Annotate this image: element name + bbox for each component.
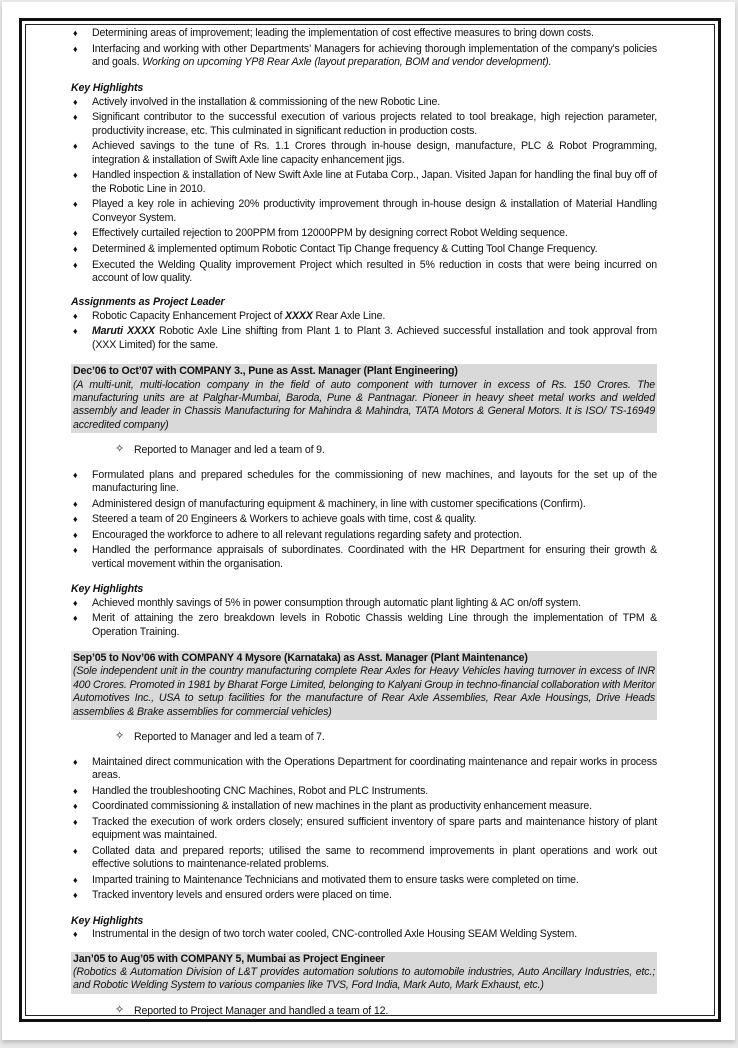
job-header-company5 <box>71 952 657 994</box>
assignments-heading: Assignments as Project Leader <box>71 296 225 309</box>
list-item <box>71 785 657 798</box>
list-item: ♦ Interfacing and working with other Departments’ Managers for achieving thorough implementation of the company's policies and goals. Working on upcoming YP8 Rear Axle (layout preparation, BOM and vendor development). <box>73 42 657 68</box>
company-description: (Robotics & Automation Division of L&T provides automation solutions to automobile industries, Auto Ancillary Industries, etc.; and Robotic Welding System to various companies like TVS, Ford India, Mark Auto, Mark Exhaust, etc.) <box>73 965 655 992</box>
diamond-bullet-icon: ✧ <box>115 730 125 743</box>
bullet-icon: ♦ <box>73 28 78 38</box>
list-item <box>71 889 657 902</box>
list-item-text: Encouraged the workforce to adhere to all relevant regulations regarding safety and protection. <box>92 528 522 541</box>
list-item-text: Coordinated commissioning & installation of new machines in the plant as productivity enhancement measure. <box>92 800 592 813</box>
company-description: (A multi-unit, multi-location company in the field of auto component with turnover in excess of Rs. 150 Crores. The manufacturing units are at Palghar-Mumbai, Baroda, Pune & Pantnagar. Pioneer in heavy sheet metal works and welded assembly and leader in Chassis Manufacturing for Mahindra & Mahindra, TATA Motors & General Motors. It is ISO/ TS-16949 accredited company) <box>73 378 655 431</box>
list-item <box>71 198 657 225</box>
list-item-text: Tracked inventory levels and ensured orders were placed on time. <box>92 889 392 902</box>
list-item <box>71 816 657 843</box>
bullet-icon: ♦ <box>73 199 78 210</box>
bullet-icon: ♦ <box>73 874 78 885</box>
list-item-text: Determined & implemented optimum Robotic Contact Tip Change frequency & Cutting Tool Change Frequency. <box>92 243 598 255</box>
list-item-text: Handled inspection & installation of New Swift Axle line at Futaba Corp., Japan. Visited Japan for handling the final buy off of the Robotic Line in 2010. <box>92 169 657 195</box>
bullet-icon: ♦ <box>73 890 78 901</box>
reporting-line: ✧ Reported to Manager and led a team of 7. <box>115 730 325 744</box>
bullet-icon: ♦ <box>73 112 78 123</box>
key-highlights-heading: Key Highlights <box>71 914 144 927</box>
list-item <box>71 612 657 639</box>
list-item-text: Played a key role in achieving 20% productivity improvement through in-house design & installation of Material Handling Conveyor System. <box>92 198 657 224</box>
list-item <box>71 243 657 256</box>
key-highlights-list <box>71 96 657 286</box>
list-item <box>71 227 657 240</box>
company3-responsibilities <box>71 469 657 572</box>
list-item-text: Achieved savings to the tune of Rs. 1.1 Crores through in-house design, manufacture, PLC & Robot Programming, integration & installation of Swift Axle line capacity enhancement jigs. <box>92 140 657 166</box>
list-item <box>71 498 657 511</box>
list-item-text: Executed the Welding Quality improvement Project which resulted in 5% reduction in costs that were being incurred on account of low quality. <box>92 258 657 284</box>
list-item: ♦ Determining areas of improvement; leading the implementation of cost effective measures to bring down costs. <box>73 27 594 39</box>
job-header-company4 <box>71 651 657 720</box>
bullet-icon: ♦ <box>73 845 78 856</box>
list-item-text: Achieved monthly savings of 5% in power consumption through automatic plant lighting & AC on/off system. <box>92 596 581 609</box>
bullet-icon: ♦ <box>73 170 78 181</box>
bullet-icon: ♦ <box>73 96 78 107</box>
company4-highlights <box>71 928 657 941</box>
list-item-text: Administered design of manufacturing equipment & machinery, in line with customer specifications (Confirm). <box>92 497 586 510</box>
bullet-icon: ♦ <box>73 141 78 152</box>
bullet-icon: ♦ <box>73 514 78 525</box>
list-item-text: Formulated plans and prepared schedules for the commissioning of new machines, and layouts for the set up of the manufacturing line. <box>92 468 657 495</box>
job-title: Dec’06 to Oct’07 with COMPANY 3., Pune as Asst. Manager (Plant Engineering) <box>73 365 458 378</box>
resume-content <box>71 27 657 1029</box>
list-item-text: Imparted training to Maintenance Technicians and motivated them to ensure tasks were completed on time. <box>92 873 579 886</box>
assignments-list <box>71 310 657 352</box>
responsibilities-list <box>71 27 657 69</box>
list-item: ♦ Robotic Capacity Enhancement Project of XXXX Rear Axle Line. <box>73 309 386 322</box>
list-item-text: Merit of attaining the zero breakdown levels in Robotic Chassis welding Line through the implementation of TPM & Operation Training. <box>92 612 657 638</box>
list-item <box>71 544 657 571</box>
bullet-icon: ♦ <box>73 801 78 812</box>
document-page <box>2 2 735 1040</box>
list-item <box>71 756 657 783</box>
list-item <box>71 845 657 872</box>
list-item <box>71 529 657 542</box>
list-item <box>71 928 657 941</box>
company3-highlights <box>71 597 657 639</box>
bullet-icon: ♦ <box>73 529 78 540</box>
bullet-icon: ♦ <box>73 545 78 556</box>
bullet-icon: ♦ <box>73 228 78 239</box>
reporting-line: ✧ Reported to Manager and led a team of 9. <box>115 443 325 457</box>
list-item-text: Tracked the execution of work orders closely; ensured sufficient inventory of spare parts and maintenance history of plant equipment was maintained. <box>92 815 657 842</box>
company4-responsibilities <box>71 756 657 903</box>
job-header-company3 <box>71 364 657 433</box>
list-item: ♦ Maruti XXXX Robotic Axle Line shifting from Plant 1 to Plant 3. Achieved successful installation and took approval from (XXX Limited) for the same. <box>73 325 658 351</box>
list-item <box>71 96 657 109</box>
diamond-bullet-icon: ✧ <box>115 1003 125 1016</box>
list-item-text: Steered a team of 20 Engineers & Workers to achieve goals with time, cost & quality. <box>92 513 477 526</box>
list-item-text: Instrumental in the design of two torch water cooled, CNC-controlled Axle Housing SEAM Welding System. <box>92 928 577 941</box>
bullet-icon: ♦ <box>73 613 78 624</box>
diamond-bullet-icon: ✧ <box>115 443 125 456</box>
bullet-icon: ♦ <box>73 244 78 254</box>
bullet-icon: ♦ <box>73 259 78 270</box>
list-item-text: Collated data and prepared reports; utilised the same to recommend improvements in plant operations and work out effective solutions to maintenance-related problems. <box>92 844 657 871</box>
list-item-text: Effectively curtailed rejection to 200PPM from 12000PPM by designing correct Robot Welding sequence. <box>92 227 568 240</box>
list-item-text: Handled the performance appraisals of subordinates. Coordinated with the HR Department for ensuring their growth & vertical movement within the organisation. <box>92 544 657 570</box>
list-item-text: Significant contributor to the successful execution of various projects related to tool breakage, high rejection parameter, productivity increase, etc. This culminated in significant reduction in production costs. <box>92 111 657 137</box>
job-title: Jan’05 to Aug’05 with COMPANY 5, Mumbai as Project Engineer <box>73 952 385 965</box>
list-item <box>71 597 657 610</box>
list-item-text: Handled the troubleshooting CNC Machines, Robot and PLC Instruments. <box>92 784 429 797</box>
list-item-text: Maintained direct communication with the Operations Department for coordinating maintenance and repair works in process areas. <box>92 755 657 781</box>
list-item <box>71 111 657 138</box>
list-item <box>71 259 657 286</box>
bullet-icon: ♦ <box>73 469 78 480</box>
bullet-icon: ♦ <box>73 498 78 509</box>
list-item-text: Actively involved in the installation & commissioning of the new Robotic Line. <box>92 95 441 108</box>
job-title: Sep’05 to Nov’06 with COMPANY 4 Mysore (Karnataka) as Asst. Manager (Plant Maintenance) <box>73 652 528 665</box>
bullet-icon: ♦ <box>73 310 78 321</box>
list-item <box>71 469 657 496</box>
bullet-icon: ♦ <box>73 597 78 608</box>
company-description: (Sole independent unit in the country manufacturing complete Rear Axles for Heavy Vehicles having turnover in excess of INR 400 Crores. Promoted in 1981 by Bharat Forge Limited, belonging to Kalyani Group in techno-financial collaboration with Meritor Automotives Inc., USA to setup facilities for the manufacture of Rear Axle Assemblies, Rear Axle Housings, Drive Heads assemblies & Brake assemblies for commercial vehicles) <box>73 665 655 718</box>
bullet-icon: ♦ <box>73 756 78 767</box>
list-item <box>71 874 657 887</box>
bullet-icon: ♦ <box>73 326 78 337</box>
list-item <box>71 140 657 167</box>
bullet-icon: ♦ <box>73 816 78 827</box>
list-item <box>71 513 657 526</box>
key-highlights-heading: Key Highlights <box>71 82 144 95</box>
reporting-line: ✧ Reported to Project Manager and handled a team of 12. <box>115 1003 389 1017</box>
list-item <box>71 169 657 196</box>
list-item <box>71 800 657 813</box>
bullet-icon: ♦ <box>73 929 78 940</box>
bullet-icon: ♦ <box>73 43 78 54</box>
bullet-icon: ♦ <box>73 785 78 796</box>
key-highlights-heading: Key Highlights <box>71 583 144 596</box>
